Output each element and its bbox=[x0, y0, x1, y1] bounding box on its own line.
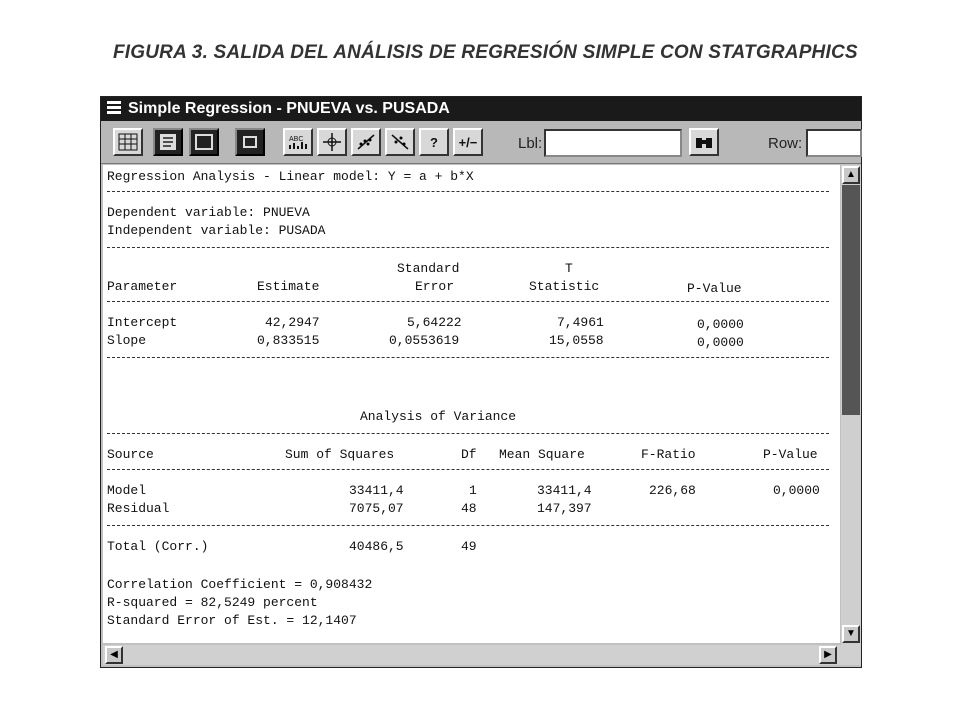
standard-error: Standard Error of Est. = 12,1407 bbox=[107, 613, 357, 628]
scroll-left-icon[interactable]: ◀ bbox=[105, 646, 123, 664]
lbl-label: Lbl: bbox=[518, 135, 543, 152]
residual-source: Residual bbox=[107, 501, 170, 516]
anova-col-source: Source bbox=[107, 447, 154, 462]
residual-df: 48 bbox=[461, 501, 477, 516]
graphical-options-button[interactable] bbox=[235, 128, 265, 156]
dependent-variable: Dependent variable: PNUEVA bbox=[107, 205, 310, 220]
intercept-t: 7,4961 bbox=[557, 315, 604, 330]
slope-label: Slope bbox=[107, 333, 147, 348]
divider bbox=[107, 191, 829, 192]
anova-col-ss: Sum of Squares bbox=[285, 447, 395, 462]
intercept-p: 0,0000 bbox=[697, 317, 744, 332]
grid-icon bbox=[117, 132, 139, 152]
abc-icon bbox=[287, 132, 309, 152]
divider bbox=[107, 247, 829, 248]
row-input[interactable] bbox=[806, 129, 862, 157]
col-p-value: P-Value bbox=[687, 281, 742, 296]
residual-ss: 7075,07 bbox=[349, 501, 404, 516]
intercept-label: Intercept bbox=[107, 315, 178, 330]
col-estimate: Estimate bbox=[257, 279, 320, 294]
intercept-estimate: 42,2947 bbox=[265, 315, 320, 330]
simple-regression-window bbox=[100, 96, 862, 668]
divider bbox=[107, 469, 829, 470]
pane-options-button[interactable] bbox=[351, 128, 381, 156]
binoculars-icon bbox=[693, 132, 715, 152]
total-ss: 40486,5 bbox=[349, 539, 404, 554]
col-se-bottom: Error bbox=[415, 279, 455, 294]
model-ss: 33411,4 bbox=[349, 483, 404, 498]
vertical-scrollbar[interactable] bbox=[841, 165, 861, 645]
help-button[interactable] bbox=[419, 128, 449, 156]
svg-text:ABC: ABC bbox=[289, 136, 304, 143]
help-icon: ? bbox=[430, 134, 438, 150]
analysis-options-button[interactable] bbox=[153, 128, 183, 156]
col-parameter: Parameter bbox=[107, 279, 178, 294]
row-label: Row: bbox=[768, 135, 803, 152]
divider bbox=[107, 301, 829, 302]
save-results-button[interactable] bbox=[283, 128, 313, 156]
slope-t: 15,0558 bbox=[549, 333, 604, 348]
residual-ms: 147,397 bbox=[537, 501, 592, 516]
window-title: Simple Regression - PNUEVA vs. PUSADA bbox=[128, 100, 450, 117]
scroll-down-icon[interactable]: ▼ bbox=[842, 625, 860, 643]
divider bbox=[107, 357, 829, 358]
scroll-right-icon[interactable]: ▶ bbox=[819, 646, 837, 664]
toolbar bbox=[101, 121, 861, 164]
anova-col-ms: Mean Square bbox=[499, 447, 585, 462]
slope-estimate: 0,833515 bbox=[257, 333, 320, 348]
text-icon bbox=[157, 132, 179, 152]
intercept-se: 5,64222 bbox=[407, 315, 462, 330]
window-menu-icon[interactable] bbox=[107, 101, 121, 117]
correlation-coefficient: Correlation Coefficient = 0,908432 bbox=[107, 577, 373, 592]
figure-caption: FIGURA 3. SALIDA DEL ANÁLISIS DE REGRESIÓN SIMPLE CON STATGRAPHICS bbox=[113, 42, 858, 63]
r-squared: R-squared = 82,5249 percent bbox=[107, 595, 318, 610]
col-se-top: Standard bbox=[397, 261, 460, 276]
col-t-bottom: Statistic bbox=[529, 279, 600, 294]
total-source: Total (Corr.) bbox=[107, 539, 209, 554]
anova-col-p: P-Value bbox=[763, 447, 818, 462]
lbl-input[interactable] bbox=[544, 129, 682, 157]
anova-col-df: Df bbox=[461, 447, 477, 462]
graph-icon bbox=[239, 132, 261, 152]
col-t-top: T bbox=[565, 261, 573, 276]
scroll-up-icon[interactable]: ▲ bbox=[842, 166, 860, 184]
model-df: 1 bbox=[469, 483, 477, 498]
scatter-icon bbox=[355, 132, 377, 152]
title-bar bbox=[101, 97, 861, 121]
crosshair-icon bbox=[321, 132, 343, 152]
model-ms: 33411,4 bbox=[537, 483, 592, 498]
exclude-points-button[interactable] bbox=[317, 128, 347, 156]
calc-button[interactable] bbox=[453, 128, 483, 156]
divider bbox=[107, 525, 829, 526]
tabular-options-button[interactable] bbox=[189, 128, 219, 156]
anova-title: Analysis of Variance bbox=[360, 409, 517, 424]
scatter2-icon bbox=[389, 132, 411, 152]
slope-se: 0,0553619 bbox=[389, 333, 460, 348]
divider bbox=[107, 433, 829, 434]
independent-variable: Independent variable: PUSADA bbox=[107, 223, 326, 238]
binoculars-button[interactable] bbox=[689, 128, 719, 156]
slope-p: 0,0000 bbox=[697, 335, 744, 350]
scroll-thumb[interactable] bbox=[842, 185, 860, 415]
model-source: Model bbox=[107, 483, 147, 498]
plot-button[interactable] bbox=[385, 128, 415, 156]
regression-header: Regression Analysis - Linear model: Y = a + b*X bbox=[107, 169, 474, 184]
input-dialog-button[interactable] bbox=[113, 128, 143, 156]
results-pane bbox=[103, 165, 840, 643]
horizontal-scrollbar[interactable] bbox=[103, 645, 861, 665]
window-icon bbox=[193, 132, 215, 152]
anova-col-f: F-Ratio bbox=[641, 447, 696, 462]
total-df: 49 bbox=[461, 539, 477, 554]
model-f: 226,68 bbox=[649, 483, 696, 498]
plus-minus-icon: +/− bbox=[458, 134, 478, 150]
model-p: 0,0000 bbox=[773, 483, 820, 498]
